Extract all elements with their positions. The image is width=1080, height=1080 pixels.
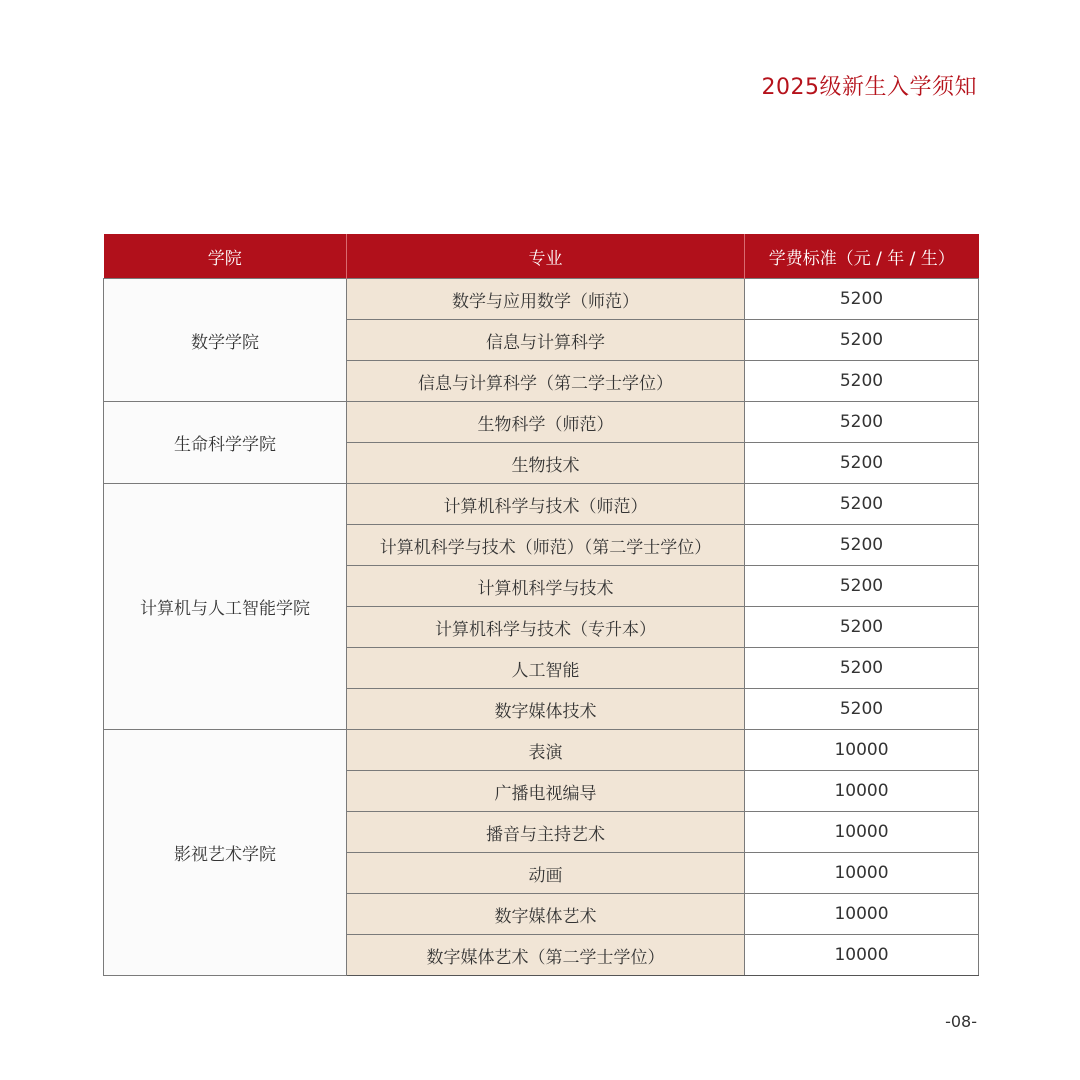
- tuition-table: [103, 234, 979, 976]
- college-name-cell: 生命科学学院: [104, 402, 347, 484]
- document-title: 2025级新生入学须知: [761, 75, 977, 100]
- fee-cell: 5200: [745, 689, 979, 730]
- fee-cell: 5200: [745, 484, 979, 525]
- fee-cell: 10000: [745, 894, 979, 935]
- college-name-cell: 计算机与人工智能学院: [104, 484, 347, 730]
- major-cell: 人工智能: [347, 648, 745, 689]
- college-name-cell: 数学学院: [104, 279, 347, 402]
- college-name-cell: 影视艺术学院: [104, 730, 347, 976]
- fee-cell: 5200: [745, 443, 979, 484]
- major-cell: 数字媒体艺术（第二学士学位）: [347, 935, 745, 976]
- major-cell: 生物技术: [347, 443, 745, 484]
- fee-cell: 10000: [745, 853, 979, 894]
- fee-cell: 5200: [745, 279, 979, 320]
- fee-cell: 5200: [745, 361, 979, 402]
- major-cell: 计算机科学与技术（师范）: [347, 484, 745, 525]
- header-fee: 学费标准（元 / 年 / 生）: [745, 234, 979, 279]
- table-header-row: [104, 234, 979, 279]
- page-number: -08-: [945, 1012, 977, 1031]
- fee-cell: 5200: [745, 566, 979, 607]
- major-cell: 信息与计算科学（第二学士学位）: [347, 361, 745, 402]
- header-college: 学院: [104, 234, 347, 279]
- major-cell: 表演: [347, 730, 745, 771]
- fee-cell: 10000: [745, 771, 979, 812]
- major-cell: 数字媒体技术: [347, 689, 745, 730]
- major-cell: 计算机科学与技术（师范）（第二学士学位）: [347, 525, 745, 566]
- major-cell: 生物科学（师范）: [347, 402, 745, 443]
- fee-cell: 10000: [745, 812, 979, 853]
- major-cell: 数字媒体艺术: [347, 894, 745, 935]
- major-cell: 计算机科学与技术（专升本）: [347, 607, 745, 648]
- table-row: [104, 402, 979, 443]
- fee-cell: 5200: [745, 402, 979, 443]
- fee-cell: 10000: [745, 935, 979, 976]
- major-cell: 数学与应用数学（师范）: [347, 279, 745, 320]
- table-row: [104, 484, 979, 525]
- fee-cell: 5200: [745, 525, 979, 566]
- header-major: 专业: [347, 234, 745, 279]
- table-body: [104, 279, 979, 976]
- fee-cell: 5200: [745, 320, 979, 361]
- fee-cell: 5200: [745, 607, 979, 648]
- fee-cell: 10000: [745, 730, 979, 771]
- major-cell: 动画: [347, 853, 745, 894]
- major-cell: 信息与计算科学: [347, 320, 745, 361]
- fee-cell: 5200: [745, 648, 979, 689]
- table-row: [104, 730, 979, 771]
- major-cell: 播音与主持艺术: [347, 812, 745, 853]
- major-cell: 广播电视编导: [347, 771, 745, 812]
- major-cell: 计算机科学与技术: [347, 566, 745, 607]
- table-row: [104, 279, 979, 320]
